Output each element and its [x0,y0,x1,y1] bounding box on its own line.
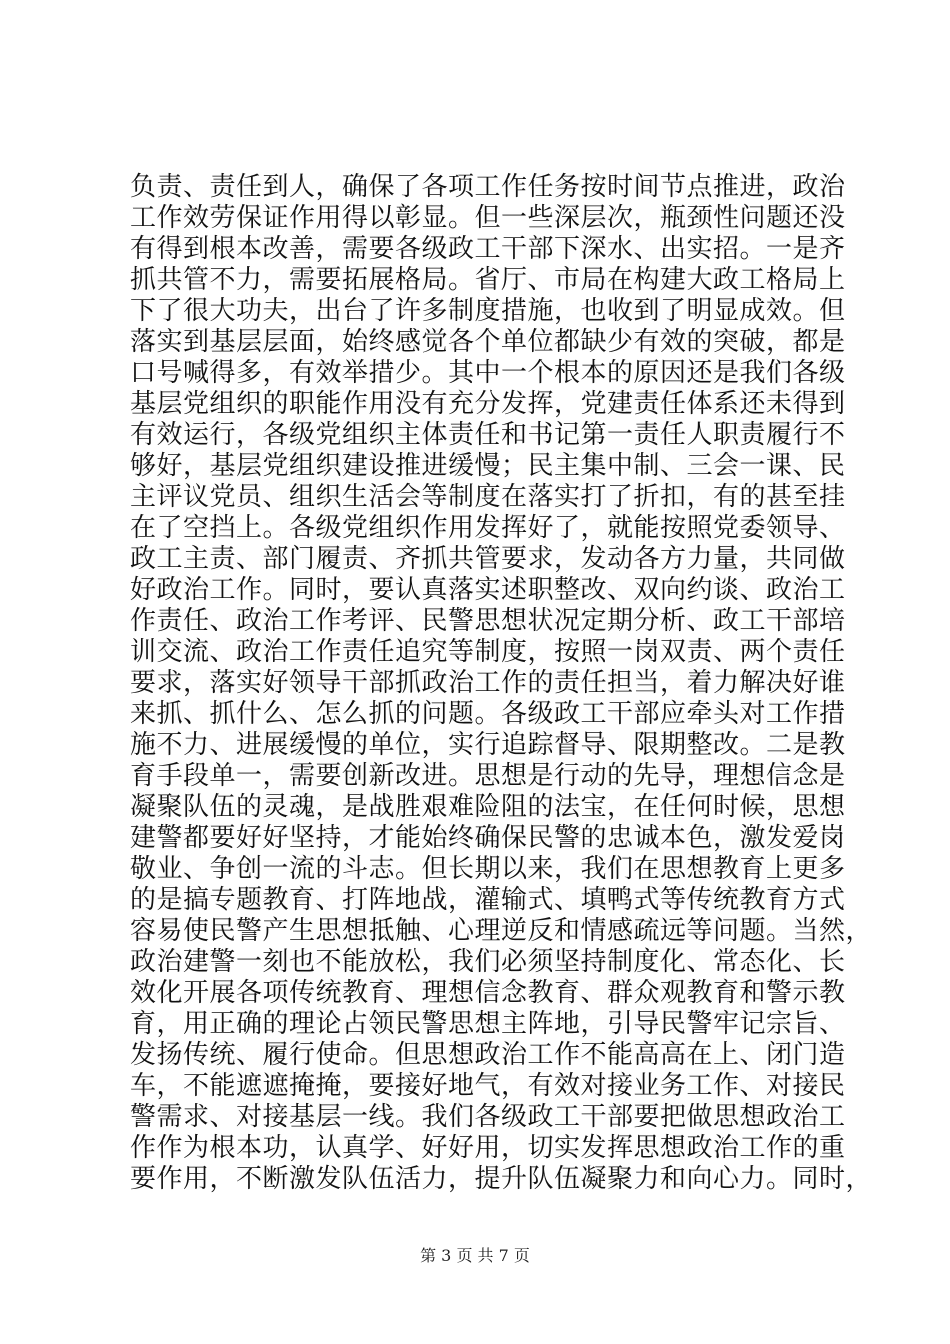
text-line: 政治建警一刻也不能放松，我们必须坚持制度化、常态化、长 [130,947,846,977]
text-line: 基层党组织的职能作用没有充分发挥，党建责任体系还未得到 [130,389,846,419]
text-line: 的是搞专题教育、打阵地战，灌输式、填鸭式等传统教育方式 [130,885,846,915]
text-line: 施不力、进展缓慢的单位，实行追踪督导、限期整改。二是教 [130,730,846,760]
text-line: 容易使民警产生思想抵触、心理逆反和情感疏远等问题。当然， [130,916,873,946]
text-line: 警需求、对接基层一线。我们各级政工干部要把做思想政治工 [130,1102,846,1132]
text-line: 有效运行，各级党组织主体责任和书记第一责任人职责履行不 [130,420,846,450]
text-line: 政工主责、部门履责、齐抓共管要求，发动各方力量，共同做 [130,544,846,574]
text-line: 敬业、争创一流的斗志。但长期以来，我们在思想教育上更多 [130,854,846,884]
text-line: 下了很大功夫，出台了许多制度措施，也收到了明显成效。但 [130,296,846,326]
text-line: 要作用，不断激发队伍活力，提升队伍凝聚力和向心力。同时， [130,1164,873,1194]
text-line: 凝聚队伍的灵魂，是战胜艰难险阻的法宝，在任何时候，思想 [130,792,846,822]
text-line: 来抓、抓什么、怎么抓的问题。各级政工干部应牵头对工作措 [130,699,846,729]
text-line: 有得到根本改善，需要各级政工干部下深水、出实招。一是齐 [130,234,846,264]
text-line: 作作为根本功，认真学、好好用，切实发挥思想政治工作的重 [130,1133,846,1163]
text-line: 口号喊得多，有效举措少。其中一个根本的原因还是我们各级 [130,358,846,388]
text-line: 落实到基层层面，始终感觉各个单位都缺少有效的突破，都是 [130,327,846,357]
text-line: 育手段单一，需要创新改进。思想是行动的先导，理想信念是 [130,761,846,791]
text-line: 效化开展各项传统教育、理想信念教育、群众观教育和警示教 [130,978,846,1008]
text-line: 好政治工作。同时，要认真落实述职整改、双向约谈、政治工 [130,575,846,605]
text-line: 工作效劳保证作用得以彰显。但一些深层次，瓶颈性问题还没 [130,203,846,233]
text-line: 车，不能遮遮掩掩，要接好地气，有效对接业务工作、对接民 [130,1071,846,1101]
text-line: 建警都要好好坚持，才能始终确保民警的忠诚本色，激发爱岗 [130,823,846,853]
text-line: 训交流、政治工作责任追究等制度，按照一岗双责、两个责任 [130,637,846,667]
text-line: 主评议党员、组织生活会等制度在落实打了折扣，有的甚至挂 [130,482,846,512]
text-line: 要求，落实好领导干部抓政治工作的责任担当，着力解决好谁 [130,668,846,698]
page-number-label: 第 3 页 共 7 页 [420,1246,530,1265]
text-line: 育，用正确的理论占领民警思想主阵地，引导民警牢记宗旨、 [130,1009,846,1039]
text-line: 够好，基层党组织建设推进缓慢；民主集中制、三会一课、民 [130,451,846,481]
body-paragraph [130,172,873,1195]
text-line: 在了空挡上。各级党组织作用发挥好了，就能按照党委领导、 [130,513,846,543]
text-line: 发扬传统、履行使命。但思想政治工作不能高高在上、闭门造 [130,1040,846,1070]
text-line: 作责任、政治工作考评、民警思想状况定期分析、政工干部培 [130,606,846,636]
text-line: 抓共管不力，需要拓展格局。省厅、市局在构建大政工格局上 [130,265,846,295]
text-line: 负责、责任到人，确保了各项工作任务按时间节点推进，政治 [130,172,846,202]
page-footer [0,1243,950,1266]
